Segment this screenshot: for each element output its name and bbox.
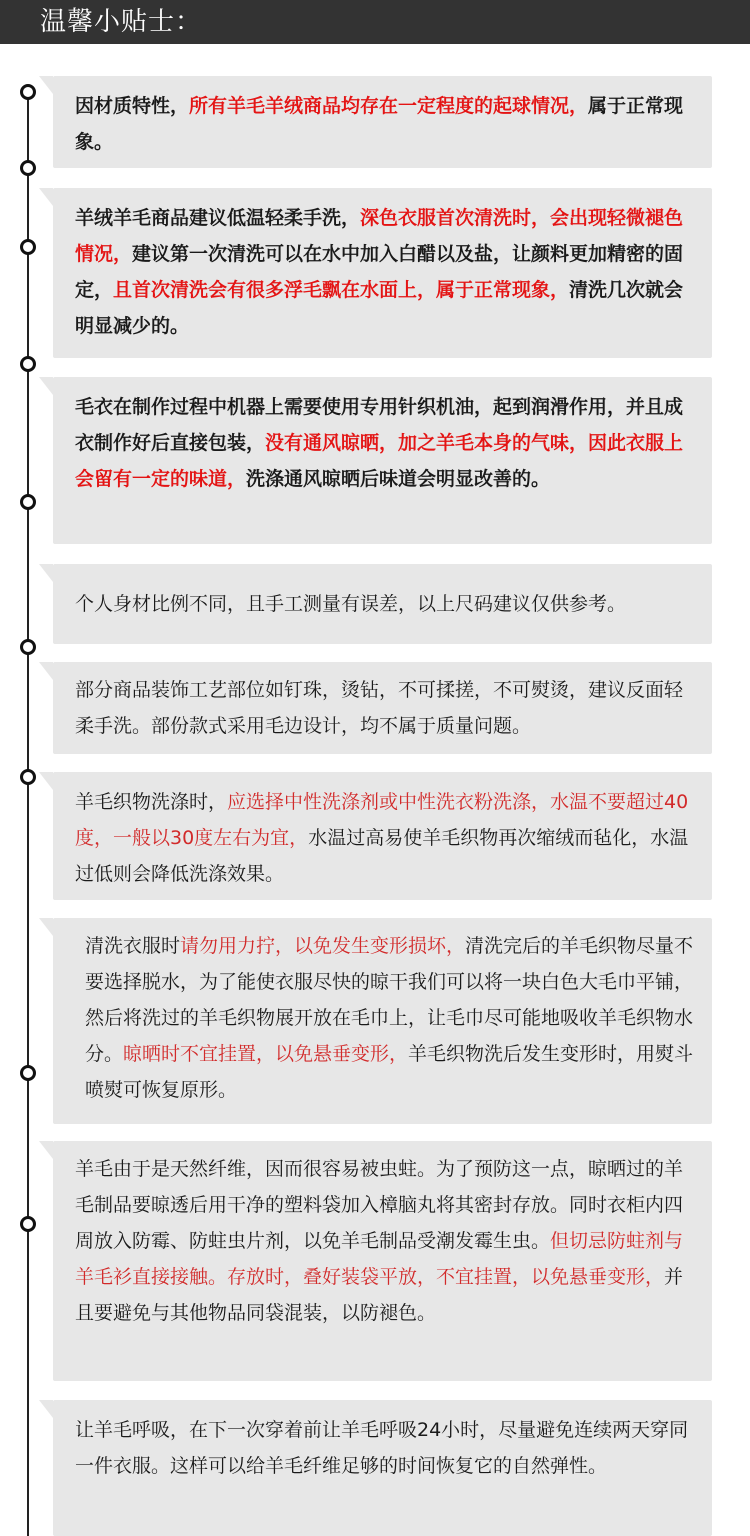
tip-highlight: 深色衣服首次清洗时，会出现轻微褪色情况， bbox=[75, 207, 684, 265]
tip-text bbox=[75, 200, 698, 344]
tip-text bbox=[75, 586, 698, 622]
tip-highlight: 但切忌防蛀剂与羊毛衫直接接触。存放时，叠好装袋平放，不宜挂置，以免悬垂变形， bbox=[75, 1230, 684, 1288]
tip-segment: 个人身材比例不同，且手工测量有误差，以上尺码建议仅供参考。 bbox=[75, 593, 627, 615]
tip-highlight: 且首次清洗会有很多浮毛飘在水面上，属于正常现象， bbox=[113, 279, 570, 301]
timeline-dot bbox=[20, 356, 36, 372]
timeline-dot bbox=[20, 1216, 36, 1232]
timeline-dot bbox=[20, 494, 36, 510]
tip-text bbox=[75, 1151, 698, 1331]
tip-segment: 部分商品装饰工艺部位如钉珠，烫钻，不可揉搓，不可熨烫，建议反面轻柔手洗。部份款式采用毛边设计，均不属于质量问题。 bbox=[75, 679, 684, 737]
tip-segment: 水温过高易使羊毛织物再次缩绒而毡化，水温过低则会降低洗涤效果。 bbox=[75, 827, 689, 885]
timeline-dot bbox=[20, 1065, 36, 1081]
tip-segment: 羊绒羊毛商品建议低温轻柔手洗， bbox=[75, 207, 361, 229]
tip-highlight: 应选择中性洗涤剂或中性洗衣粉洗涤，水温不要超过40度，一般以30度左右为宜， bbox=[75, 791, 689, 849]
tip-card bbox=[53, 918, 712, 1124]
tip-highlight: 所有羊毛羊绒商品均存在一定程度的起球情况， bbox=[189, 95, 589, 117]
tip-highlight: 没有通风晾晒，加之羊毛本身的气味，因此衣服上会留有一定的味道， bbox=[75, 432, 684, 490]
tip-segment: 清洗衣服时 bbox=[85, 935, 181, 957]
tip-card bbox=[53, 772, 712, 900]
timeline-dot bbox=[20, 639, 36, 655]
tip-text bbox=[75, 1412, 698, 1484]
tip-card bbox=[53, 564, 712, 644]
header-bar bbox=[0, 0, 750, 44]
tip-segment: 建议第一次清洗可以在水中加入白醋以及盐，让颜料更加精密的固定， bbox=[75, 243, 684, 301]
tip-segment: 毛衣在制作过程中机器上需要使用专用针织机油，起到润滑作用，并且成衣制作好后直接包装， bbox=[75, 396, 684, 454]
tip-segment: 羊毛织物洗后发生变形时，用熨斗喷熨可恢复原形。 bbox=[85, 1043, 694, 1101]
tip-segment: 让羊毛呼吸，在下一次穿着前让羊毛呼吸24小时，尽量避免连续两天穿同一件衣服。这样可以给羊毛纤维足够的时间恢复它的自然弹性。 bbox=[75, 1419, 689, 1477]
timeline-dot bbox=[20, 239, 36, 255]
tip-card bbox=[53, 188, 712, 358]
tip-segment: 并且要避免与其他物品同袋混装，以防褪色。 bbox=[75, 1266, 684, 1324]
tip-text bbox=[85, 928, 698, 1108]
tip-highlight: 请勿用力拧，以免发生变形损坏， bbox=[180, 935, 466, 957]
tip-card bbox=[53, 76, 712, 168]
tip-card bbox=[53, 1141, 712, 1381]
tip-text bbox=[75, 784, 698, 892]
tip-segment: 清洗完后的羊毛织物尽量不要选择脱水，为了能使衣服尽快的晾干我们可以将一块白色大毛巾平铺，然后将洗过的羊毛织物展开放在毛巾上，让毛巾尽可能地吸收羊毛织物水分。 bbox=[85, 935, 694, 1065]
tip-segment: 羊毛织物洗涤时， bbox=[75, 791, 228, 813]
timeline-dot bbox=[20, 84, 36, 100]
tip-card bbox=[53, 662, 712, 754]
tip-segment: 洗涤通风晾晒后味道会明显改善的。 bbox=[246, 468, 551, 490]
timeline-dot bbox=[20, 160, 36, 176]
tip-text bbox=[75, 389, 698, 497]
tip-highlight: 晾晒时不宜挂置，以免悬垂变形， bbox=[123, 1043, 409, 1065]
tip-card bbox=[53, 1400, 712, 1536]
tip-segment: 因材质特性， bbox=[75, 95, 190, 117]
tip-card bbox=[53, 377, 712, 544]
tip-segment: 清洗几次就会明显减少的。 bbox=[75, 279, 684, 337]
timeline-dot bbox=[20, 769, 36, 785]
tip-text bbox=[75, 672, 698, 744]
tip-segment: 羊毛由于是天然纤维，因而很容易被虫蛀。为了预防这一点，晾晒过的羊毛制品要晾透后用干净的塑料袋加入樟脑丸将其密封存放。同时衣柜内四周放入防霉、防蛀虫片剂，以免羊毛制品受潮发霉生虫。 bbox=[75, 1158, 684, 1252]
timeline-line bbox=[27, 90, 29, 1536]
tip-segment: 属于正常现象。 bbox=[75, 95, 684, 153]
header-title: 温馨小贴士： bbox=[40, 7, 203, 37]
tip-text bbox=[75, 88, 698, 160]
